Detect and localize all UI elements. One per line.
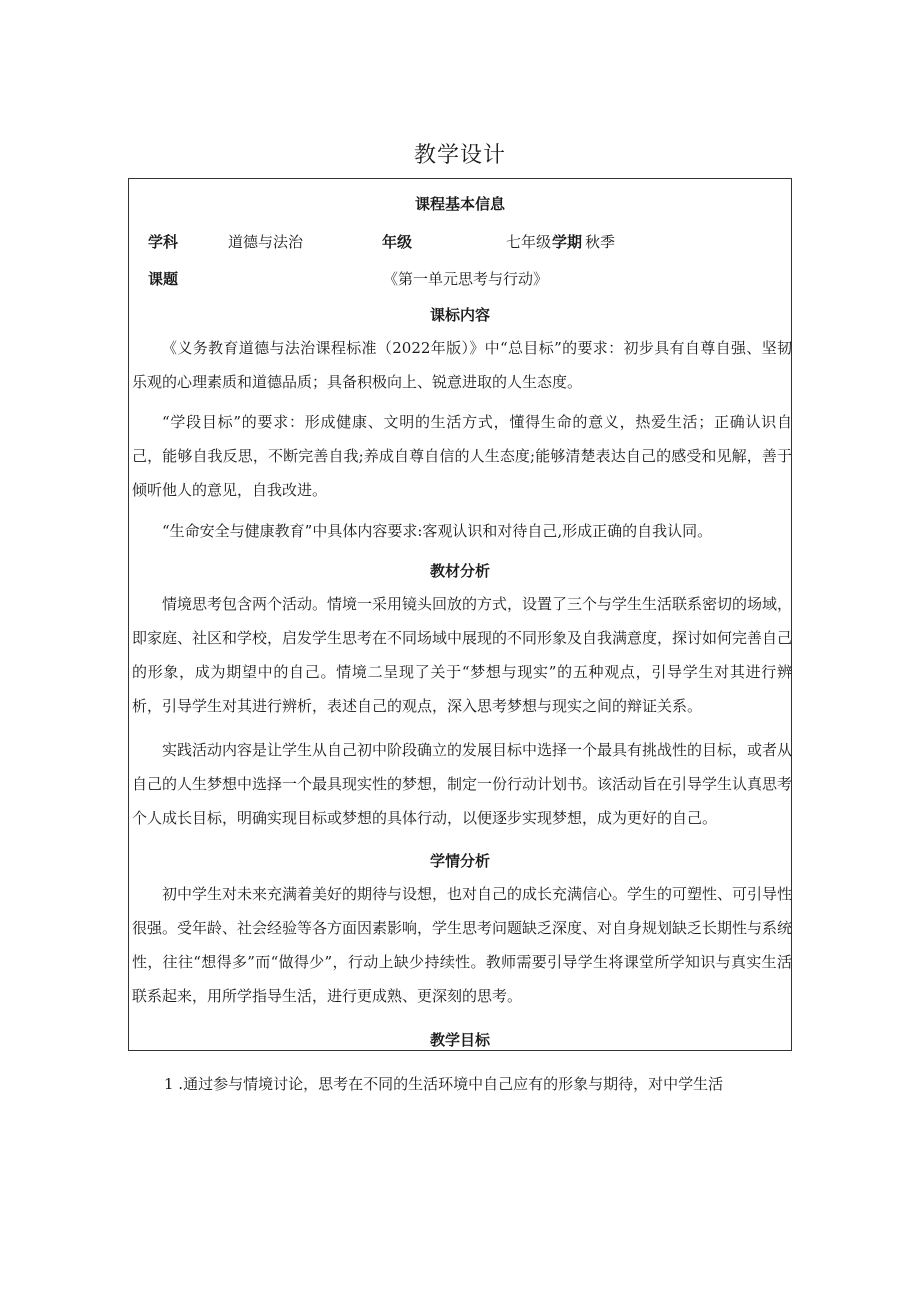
subject-label: 学科 [148, 233, 179, 251]
standards-heading: 课标内容 [429, 306, 490, 324]
grade-value: 七年级 [506, 233, 552, 251]
standards-paragraph: 《义务教育道德与法治课程标准（2022年版）》中“总目标”的要求：初步具有自尊自强、坚韧乐观的心理素质和道德品质；具备积极向上、锐意进取的人生态度。 [132, 339, 792, 391]
standards-paragraph: “学段目标”的要求：形成健康、文明的生活方式，懂得生命的意义，热爱生活；正确认识自己，能够自我反思，不断完善自我;养成自尊自信的人生态度;能够清楚表达自己的感受和见解，善于倾听他人的意见，自我改进。 [132, 413, 792, 499]
textbook-paragraph: 实践活动内容是让学生从自己初中阶段确立的发展目标中选择一个最具有挑战性的目标，或者从自己的人生梦想中选择一个最具现实性的梦想，制定一份行动计划书。该活动旨在引导学生认真思考个人成长目标，明确实现目标或梦想的具体行动，以便逐步实现梦想，成为更好的自己。 [132, 741, 793, 827]
document-title: 教学设计 [413, 143, 506, 168]
textbook-heading: 教材分析 [429, 562, 490, 580]
subject-value: 道德与法治 [228, 233, 304, 251]
standards-paragraph: “生命安全与健康教育”中具体内容要求:客观认识和对待自己,形成正确的自我认同。 [162, 522, 713, 540]
grade-label: 年级 [382, 233, 413, 251]
topic-value: 《第一单元思考与行动》 [383, 270, 549, 288]
goal-item-1: 1 .通过参与情境讨论，思考在不同的生活环境中自己应有的形象与期待，对中学生活 [164, 1075, 724, 1093]
basic-info-heading: 课程基本信息 [414, 195, 505, 213]
term-value: 秋季 [585, 233, 616, 251]
table-bottom-border [128, 1050, 792, 1051]
term-label: 学期 [552, 233, 583, 251]
textbook-paragraph: 情境思考包含两个活动。情境一采用镜头回放的方式，设置了三个与学生生活联系密切的场域，即家庭、社区和学校，启发学生思考在不同场域中展现的不同形象及自我满意度，探讨如何完善自己的形象，成为期望中的自己。情境二呈现了关于“梦想与现实”的五种观点，引导学生对其进行辨析，引导学生对其进行辨析，表述自己的观点，深入思考梦想与现实之间的辩证关系。 [132, 595, 793, 715]
learners-heading: 学情分析 [429, 852, 490, 870]
goals-heading: 教学目标 [429, 1031, 490, 1049]
topic-label: 课题 [148, 270, 179, 288]
learners-paragraph: 初中学生对未来充满着美好的期待与设想，也对自己的成长充满信心。学生的可塑性、可引导性很强。受年龄、社会经验等各方面因素影响，学生思考问题缺乏深度、对自身规划缺乏长期性与系统性，往往“想得多”而“做得少”，行动上缺少持续性。教师需要引导学生将课堂所学知识与真实生活联系起来，用所学指导生活，进行更成熟、更深刻的思考。 [132, 885, 793, 1005]
